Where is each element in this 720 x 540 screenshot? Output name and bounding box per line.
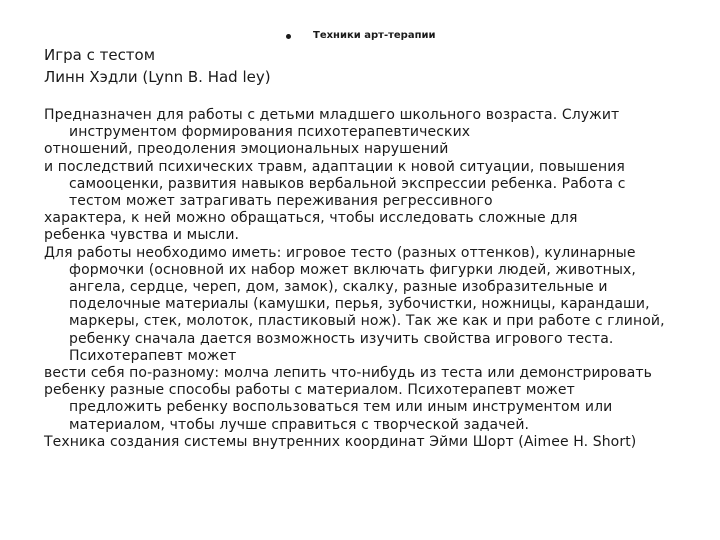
paragraph-technique-title [44,434,684,451]
paragraph [44,227,684,244]
paragraph [44,210,684,227]
text-line: материалом, чтобы лучше справиться с творческой задачей. [69,416,530,433]
text-line: ребенка чувства и мысли. [44,227,240,244]
text-line: Техника создания системы внутренних координат Эйми Шорт (Aimee H. Short) [44,433,637,450]
paragraph-intro [44,107,684,141]
bullet-icon [286,34,291,39]
body-text [44,107,684,451]
text-line: формочки (основной их набор может включать фигурки людей, животных, [69,261,636,278]
text-line: ребенку разные способы работы с материалом. Психотерапевт может [44,382,575,399]
text-line: Для работы необходимо иметь: игровое тесто (разных оттенков), кулинарные [44,244,636,261]
game-title-line-2: Линн Хэдли (Lynn B. Had ley) [44,68,271,86]
text-line: самооценки, развития навыков вербальной экспрессии ребенка. Работа с [69,175,626,192]
paragraph [44,365,684,382]
text-line: ангела, сердце, череп, дом, замок), скалку, разные изобразительные и [69,279,608,296]
slide-header [286,30,436,41]
text-line: и последствий психических травм, адаптации к новой ситуации, повышения [44,158,625,175]
text-line: ребенку сначала дается возможность изучить свойства игрового теста. [69,330,614,347]
game-title-block [44,44,271,88]
text-line: тестом может затрагивать переживания регрессивного [69,193,493,210]
header-title: Техники арт-терапии [313,30,436,41]
text-line: маркеры, стек, молоток, пластиковый нож). Так же как и при работе с глиной, [69,313,665,330]
text-line: Предназначен для работы с детьми младшего школьного возраста. Служит [44,107,620,123]
text-line: поделочные материалы (камушки, перья, зубочистки, ножницы, карандаши, [69,296,650,313]
paragraph [44,159,684,211]
paragraph-materials [44,245,684,365]
game-title-line-1: Игра с тестом [44,46,156,64]
text-line: вести себя по-разному: молча лепить что-нибудь из теста или демонстрировать [44,365,652,382]
text-line: предложить ребенку воспользоваться тем или иным инструментом или [69,399,613,416]
text-line: Психотерапевт может [69,347,237,364]
text-line: инструментом формирования психотерапевтических [69,124,471,141]
text-line: характера, к ней можно обращаться, чтобы исследовать сложные для [44,210,578,227]
text-line: отношений, преодоления эмоциональных нарушений [44,141,449,158]
paragraph [44,141,684,158]
paragraph [44,382,684,434]
